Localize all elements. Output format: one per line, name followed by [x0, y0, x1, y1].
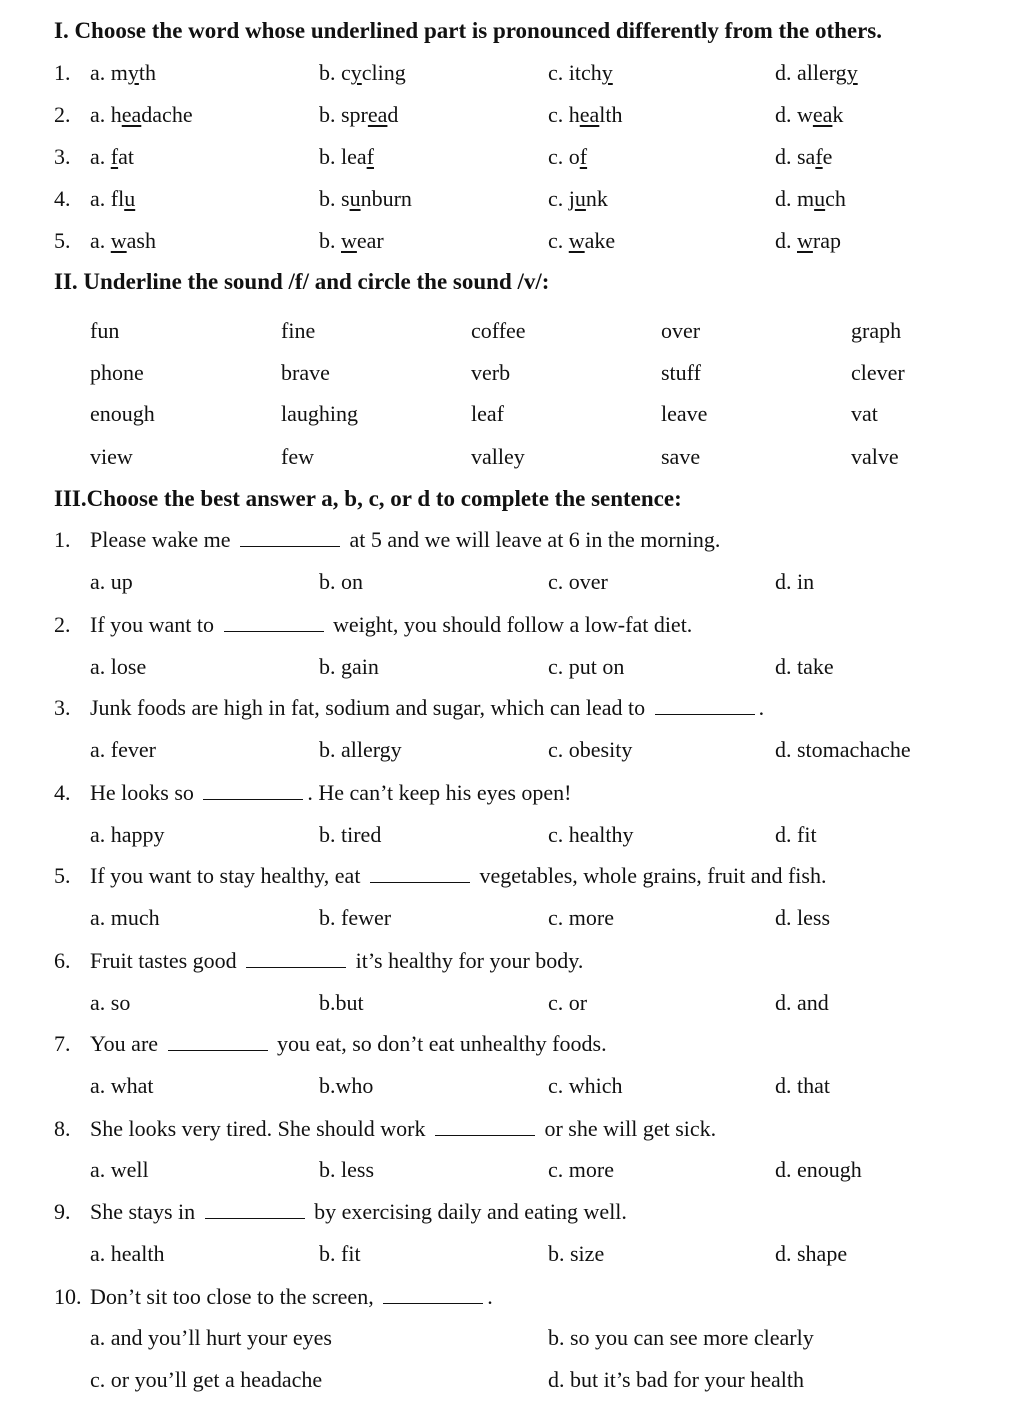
- question-text: Don’t sit too close to the screen, .: [90, 1284, 493, 1309]
- option-b: b. spread: [319, 102, 399, 127]
- section2-title-row: [0, 264, 1024, 300]
- question-row: [0, 1194, 1024, 1230]
- answer-blank: [203, 781, 303, 800]
- option-d: d. take: [775, 654, 834, 679]
- word: leaf: [471, 401, 504, 426]
- answer-blank: [168, 1032, 268, 1051]
- question-text: She looks very tired. She should work or she will get sick.: [90, 1116, 717, 1141]
- option-d: d. safe: [775, 144, 833, 169]
- option-b: b. fit: [319, 1241, 361, 1266]
- option-b: b. leaf: [319, 144, 374, 169]
- question-text: Junk foods are high in fat, sodium and sugar, which can lead to .: [90, 695, 765, 720]
- option-c: c. or you’ll get a headache: [90, 1367, 323, 1392]
- word: valley: [471, 444, 525, 469]
- option-c: c. more: [548, 1157, 614, 1182]
- word: enough: [90, 401, 155, 426]
- option-c: c. of: [548, 144, 588, 169]
- section1-question-5: [0, 223, 1024, 259]
- option-a: a. well: [90, 1157, 149, 1182]
- question-number: 10.: [54, 1284, 82, 1309]
- word: verb: [471, 360, 511, 385]
- question-row: [0, 690, 1024, 726]
- question-text: She stays in by exercising daily and eating well.: [90, 1199, 627, 1224]
- option-a: a. up: [90, 569, 133, 594]
- answer-blank: [246, 949, 346, 968]
- section2-title: II. Underline the sound /f/ and circle the sound /v/:: [54, 269, 550, 294]
- word: vat: [851, 401, 878, 426]
- option-b: b. fewer: [319, 905, 392, 930]
- option-b: b. gain: [319, 654, 379, 679]
- word: stuff: [661, 360, 701, 385]
- option-a: a. flu: [90, 186, 136, 211]
- question-row: [0, 607, 1024, 643]
- answer-blank: [370, 864, 470, 883]
- question-number: 1.: [54, 527, 71, 552]
- option-c: c. obesity: [548, 737, 633, 762]
- word: over: [661, 318, 701, 343]
- option-a: a. health: [90, 1241, 165, 1266]
- options-row: [0, 900, 1024, 936]
- word: phone: [90, 360, 144, 385]
- word: fine: [281, 318, 316, 343]
- word-row: [0, 355, 1024, 391]
- word: clever: [851, 360, 905, 385]
- question-number: 5.: [54, 863, 71, 888]
- option-b: b.but: [319, 990, 364, 1015]
- question-text: He looks so . He can’t keep his eyes open!: [90, 780, 572, 805]
- word-row: [0, 396, 1024, 432]
- section1-question-2: [0, 97, 1024, 133]
- options-row: [0, 1068, 1024, 1104]
- option-a: a. so: [90, 990, 131, 1015]
- question-number: 7.: [54, 1031, 71, 1056]
- option-d: d. shape: [775, 1241, 848, 1266]
- options-row: [0, 649, 1024, 685]
- options-row: [0, 732, 1024, 768]
- options-row: [0, 1152, 1024, 1188]
- option-a: a. headache: [90, 102, 193, 127]
- question-row: [0, 1026, 1024, 1062]
- option-d: d. less: [775, 905, 830, 930]
- question-row: [0, 775, 1024, 811]
- options-row: [0, 1362, 1024, 1398]
- option-c: c. or: [548, 990, 588, 1015]
- option-b: b. sunburn: [319, 186, 412, 211]
- question-number: 2.: [54, 612, 71, 637]
- options-row: [0, 564, 1024, 600]
- option-a: a. happy: [90, 822, 165, 847]
- option-a: a. lose: [90, 654, 147, 679]
- option-b: b. allergy: [319, 737, 402, 762]
- option-b: b. on: [319, 569, 363, 594]
- word: leave: [661, 401, 708, 426]
- option-a: a. much: [90, 905, 160, 930]
- question-number: 6.: [54, 948, 71, 973]
- section1-question-4: [0, 181, 1024, 217]
- option-d: d. and: [775, 990, 829, 1015]
- option-d: d. wrap: [775, 228, 841, 253]
- answer-blank: [383, 1285, 483, 1304]
- question-number: 3.: [54, 695, 71, 720]
- option-a: a. myth: [90, 60, 157, 85]
- question-row: [0, 858, 1024, 894]
- question-text: Fruit tastes good it’s healthy for your body.: [90, 948, 584, 973]
- word: brave: [281, 360, 330, 385]
- option-c: c. junk: [548, 186, 608, 211]
- option-b: b. cycling: [319, 60, 406, 85]
- question-number: 1.: [54, 60, 71, 85]
- option-d: d. much: [775, 186, 846, 211]
- option-d: d. but it’s bad for your health: [548, 1367, 805, 1392]
- option-c: c. more: [548, 905, 614, 930]
- option-c: c. healthy: [548, 822, 634, 847]
- question-row: [0, 943, 1024, 979]
- option-c: c. over: [548, 569, 608, 594]
- option-c: c. itchy: [548, 60, 613, 85]
- answer-blank: [435, 1117, 535, 1136]
- question-number: 5.: [54, 228, 71, 253]
- options-row: [0, 1320, 1024, 1356]
- word-row: [0, 439, 1024, 475]
- section3-title: III.Choose the best answer a, b, c, or d to complete the sentence:: [54, 486, 682, 511]
- option-d: d. stomachache: [775, 737, 911, 762]
- question-text: If you want to weight, you should follow a low-fat diet.: [90, 612, 693, 637]
- section1-question-3: [0, 139, 1024, 175]
- question-number: 2.: [54, 102, 71, 127]
- question-number: 8.: [54, 1116, 71, 1141]
- question-number: 9.: [54, 1199, 71, 1224]
- options-row: [0, 985, 1024, 1021]
- option-c: b. size: [548, 1241, 605, 1266]
- question-row: [0, 1111, 1024, 1147]
- question-text: If you want to stay healthy, eat vegetables, whole grains, fruit and fish.: [90, 863, 827, 888]
- option-d: d. weak: [775, 102, 844, 127]
- options-row: [0, 817, 1024, 853]
- question-text: Please wake me at 5 and we will leave at 6 in the morning.: [90, 527, 721, 552]
- answer-blank: [240, 528, 340, 547]
- answer-blank: [205, 1200, 305, 1219]
- option-b: b. so you can see more clearly: [548, 1325, 814, 1350]
- options-row: [0, 1236, 1024, 1272]
- option-b: b. tired: [319, 822, 382, 847]
- question-row: [0, 522, 1024, 558]
- option-d: d. allergy: [775, 60, 858, 85]
- word: few: [281, 444, 314, 469]
- option-b: b.who: [319, 1073, 374, 1098]
- word: coffee: [471, 318, 526, 343]
- section1-title: I. Choose the word whose underlined part is pronounced differently from the others.: [54, 18, 883, 43]
- answer-blank: [655, 696, 755, 715]
- option-b: b. less: [319, 1157, 374, 1182]
- question-number: 4.: [54, 780, 71, 805]
- question-number: 3.: [54, 144, 71, 169]
- option-d: d. that: [775, 1073, 830, 1098]
- answer-blank: [224, 613, 324, 632]
- word: fun: [90, 318, 120, 343]
- option-c: c. wake: [548, 228, 616, 253]
- option-c: c. which: [548, 1073, 623, 1098]
- word: save: [661, 444, 701, 469]
- section3-title-row: [0, 481, 1024, 517]
- option-a: a. wash: [90, 228, 156, 253]
- option-a: a. and you’ll hurt your eyes: [90, 1325, 332, 1350]
- question-number: 4.: [54, 186, 71, 211]
- option-d: d. enough: [775, 1157, 862, 1182]
- option-c: c. put on: [548, 654, 625, 679]
- word-row: [0, 313, 1024, 349]
- option-d: d. fit: [775, 822, 817, 847]
- word: graph: [851, 318, 902, 343]
- word: laughing: [281, 401, 358, 426]
- option-d: d. in: [775, 569, 815, 594]
- question-text: You are you eat, so don’t eat unhealthy foods.: [90, 1031, 607, 1056]
- word: view: [90, 444, 133, 469]
- question-row: [0, 1279, 1024, 1315]
- option-a: a. fever: [90, 737, 156, 762]
- option-b: b. wear: [319, 228, 384, 253]
- option-a: a. fat: [90, 144, 134, 169]
- word: valve: [851, 444, 899, 469]
- section1-question-1: [0, 55, 1024, 91]
- option-c: c. health: [548, 102, 623, 127]
- option-a: a. what: [90, 1073, 154, 1098]
- section1-title-row: [0, 13, 1024, 49]
